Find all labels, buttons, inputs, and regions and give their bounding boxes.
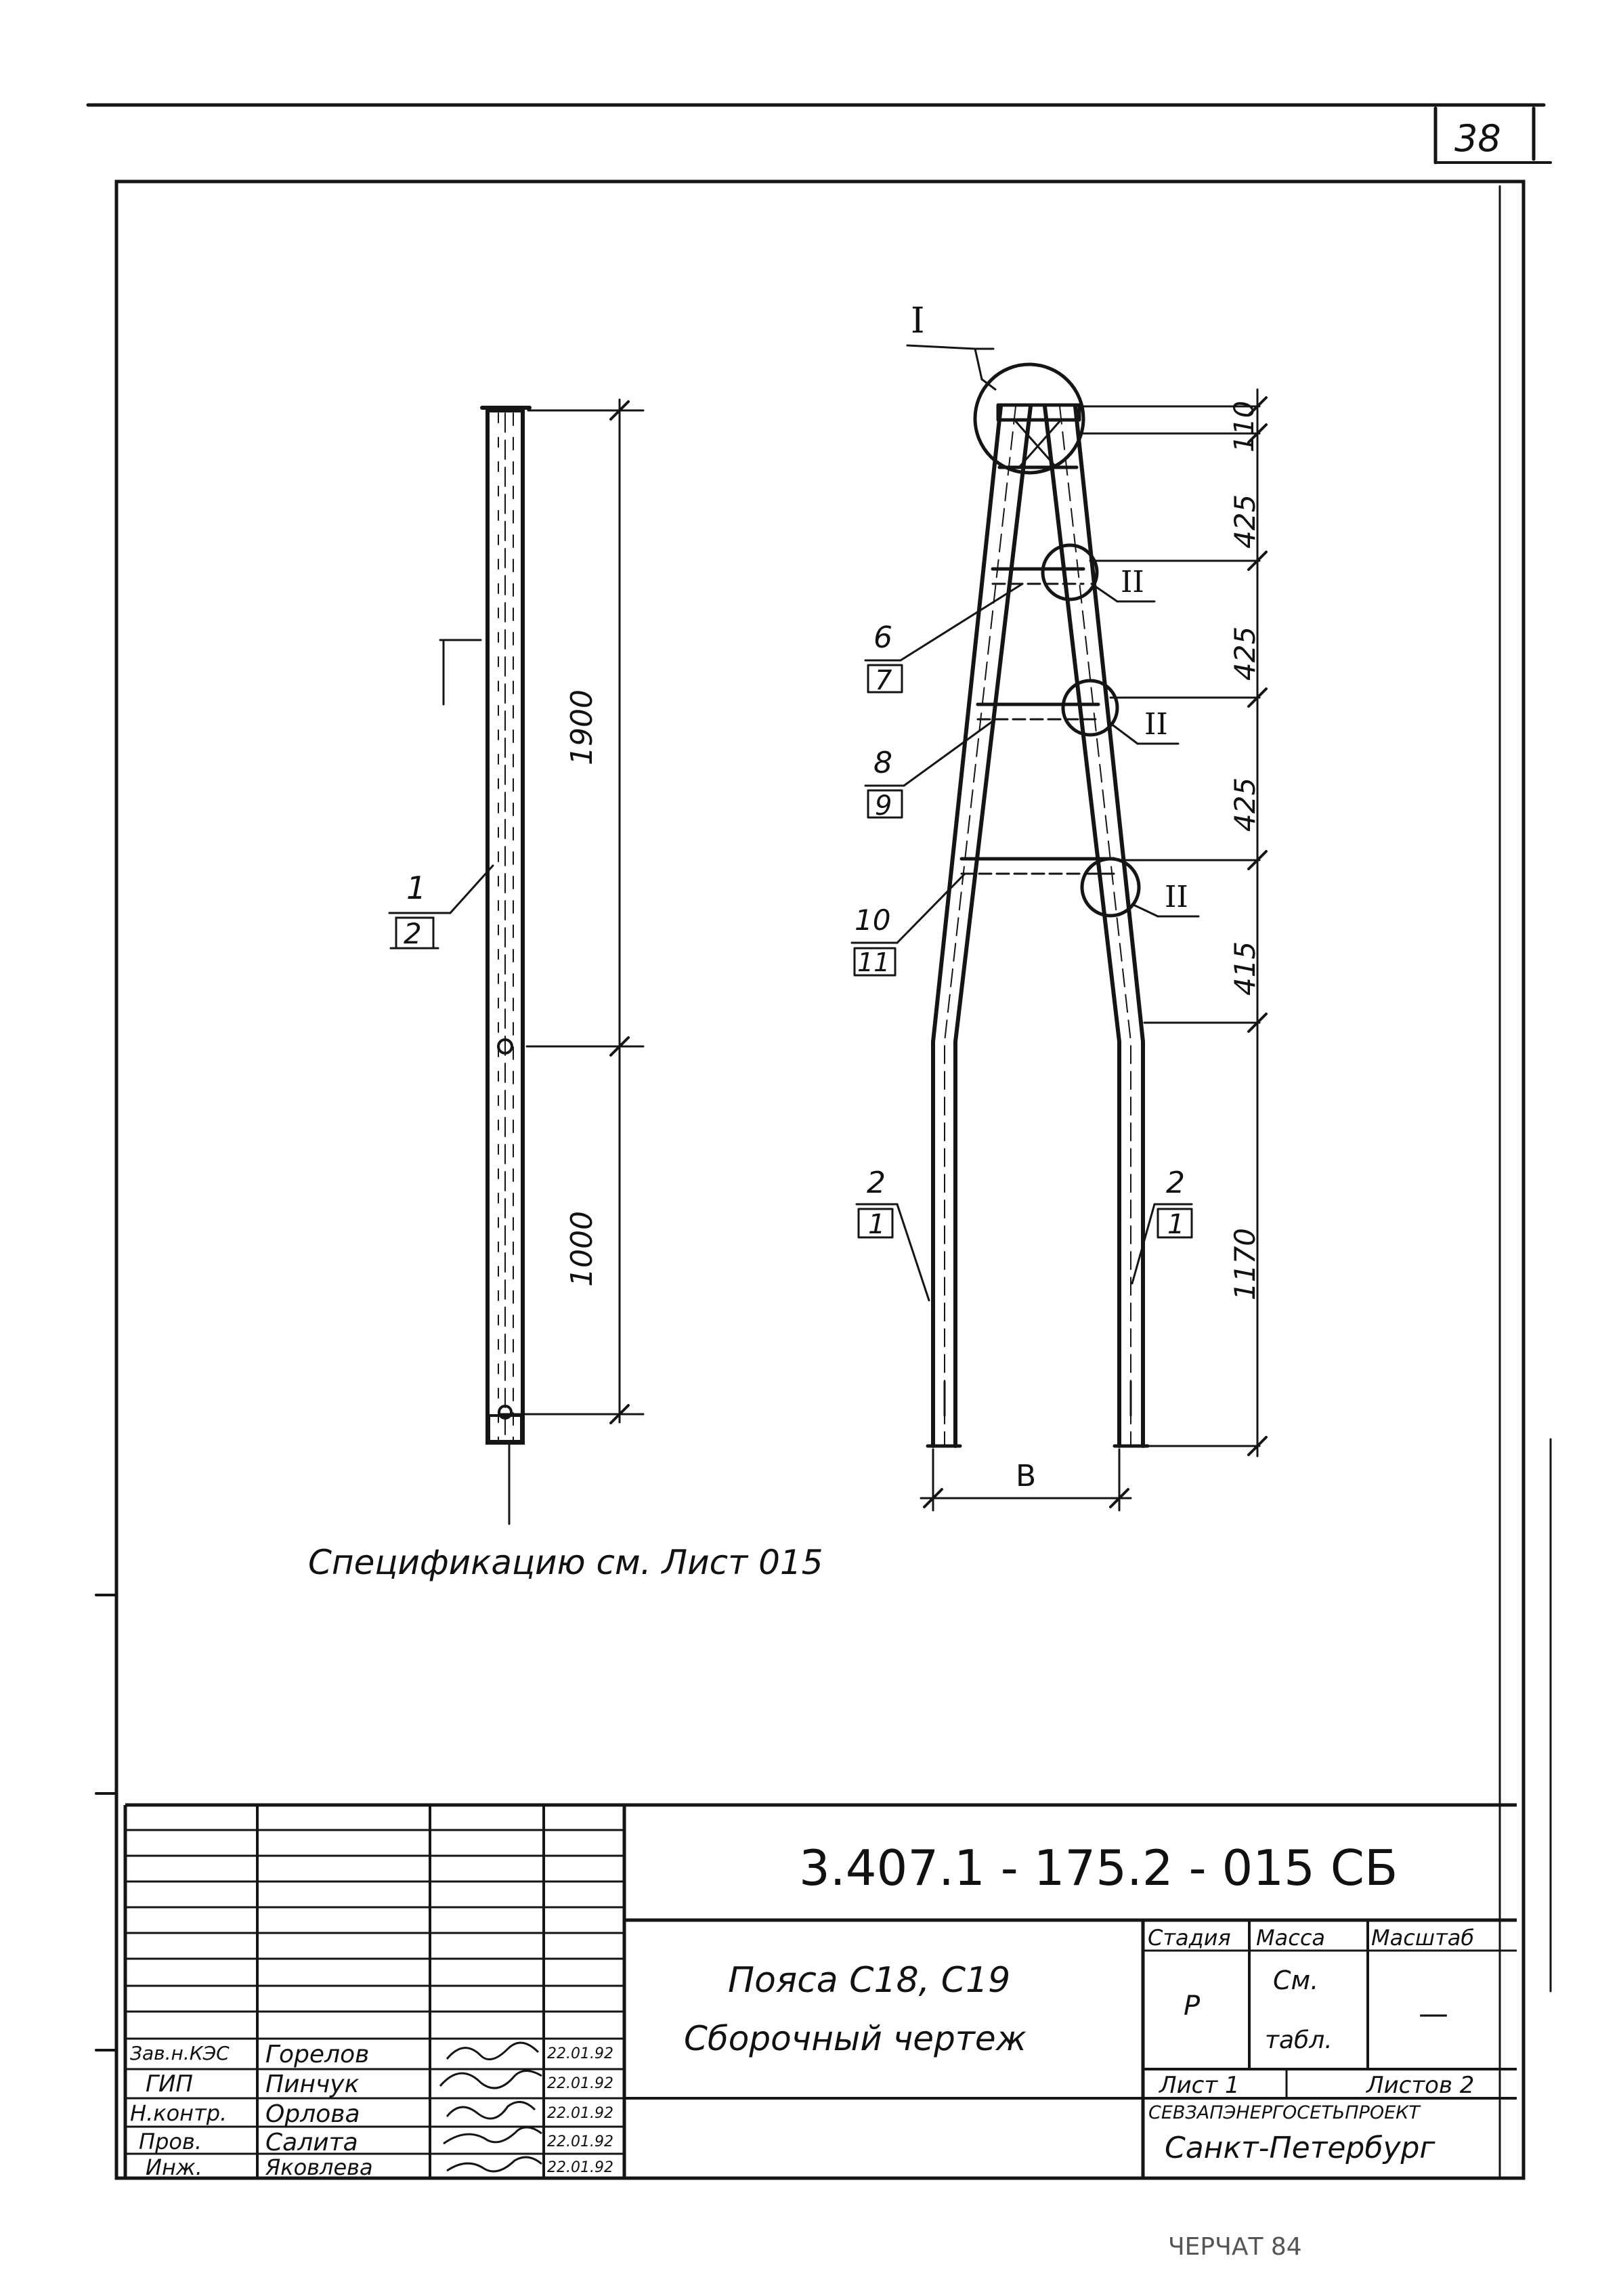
callout-9: 9 bbox=[875, 790, 892, 822]
mass-header: Масса bbox=[1256, 1925, 1326, 1951]
left-callout-bottom: 2 bbox=[404, 917, 422, 950]
date-1: 22.01.92 bbox=[547, 2045, 613, 2062]
dim-1170: 1170 bbox=[1228, 1228, 1261, 1300]
node-II-label-1: II bbox=[1121, 565, 1144, 599]
role-2: ГИП bbox=[146, 2070, 193, 2098]
node-II-label-3: II bbox=[1165, 880, 1188, 914]
callout-8: 8 bbox=[873, 746, 892, 780]
callout-11: 11 bbox=[857, 948, 890, 977]
right-belt-pair bbox=[852, 345, 1266, 1510]
width-label-B: B bbox=[1016, 1459, 1037, 1493]
sheets-label: Листов 2 bbox=[1366, 2072, 1475, 2099]
scale-header: Масштаб bbox=[1371, 1925, 1475, 1951]
dim-425-b: 425 bbox=[1228, 626, 1261, 681]
sheet-label: Лист 1 bbox=[1159, 2072, 1240, 2099]
drawing-name-line2: Сборочный чертеж bbox=[684, 2019, 1027, 2058]
dim-425-c: 425 bbox=[1228, 777, 1261, 832]
document-code: 3.407.1 - 175.2 - 015 СБ bbox=[799, 1840, 1398, 1896]
name-4: Салита bbox=[265, 2129, 358, 2156]
role-4: Пров. bbox=[139, 2129, 202, 2154]
left-leg-callout-bottom: 1 bbox=[868, 1209, 886, 1240]
scale-value: — bbox=[1419, 1997, 1448, 2031]
date-2: 22.01.92 bbox=[547, 2075, 613, 2092]
role-1: Зав.н.КЭС bbox=[130, 2042, 230, 2064]
dim-415: 415 bbox=[1228, 941, 1261, 996]
callout-6: 6 bbox=[873, 620, 892, 655]
node-II-label-2: II bbox=[1144, 707, 1168, 742]
dim-110: 110 bbox=[1229, 400, 1260, 452]
node-I-label: I bbox=[911, 301, 925, 341]
mass-value-2: табл. bbox=[1265, 2026, 1333, 2054]
organization-city: Санкт-Петербург bbox=[1165, 2131, 1435, 2165]
left-dim-1900: 1900 bbox=[565, 689, 599, 765]
spec-note: Спецификацию см. Лист 015 bbox=[308, 1543, 823, 1582]
date-3: 22.01.92 bbox=[547, 2105, 613, 2122]
right-leg-callout-bottom: 1 bbox=[1167, 1209, 1185, 1240]
role-5: Инж. bbox=[146, 2154, 202, 2180]
right-leg-callout-top: 2 bbox=[1166, 1166, 1185, 1200]
organization-name: СЕВЗАПЭНЕРГОСЕТЬПРОЕКТ bbox=[1148, 2102, 1420, 2123]
mass-value-1: См. bbox=[1273, 1965, 1319, 1995]
callout-7: 7 bbox=[875, 665, 892, 696]
dim-425-a: 425 bbox=[1228, 494, 1261, 549]
left-callout-top: 1 bbox=[406, 870, 427, 906]
drawing-name-line1: Пояса С18, С19 bbox=[728, 1960, 1011, 2001]
name-2: Пинчук bbox=[265, 2070, 360, 2098]
footer-mark: ЧЕРЧАТ 84 bbox=[1168, 2233, 1302, 2261]
date-4: 22.01.92 bbox=[547, 2133, 613, 2150]
name-5: Яковлева bbox=[265, 2154, 373, 2180]
name-1: Горелов bbox=[265, 2041, 370, 2068]
stage-value: Р bbox=[1184, 1991, 1201, 2022]
callout-10: 10 bbox=[855, 903, 891, 937]
left-leg-callout-top: 2 bbox=[867, 1166, 886, 1200]
name-3: Орлова bbox=[265, 2100, 360, 2128]
left-dim-1000: 1000 bbox=[565, 1211, 599, 1287]
role-3: Н.контр. bbox=[130, 2100, 228, 2126]
stage-header: Стадия bbox=[1148, 1925, 1231, 1951]
left-belt-elevation bbox=[389, 400, 643, 1524]
date-5: 22.01.92 bbox=[547, 2159, 613, 2176]
page-number: 38 bbox=[1454, 117, 1501, 160]
